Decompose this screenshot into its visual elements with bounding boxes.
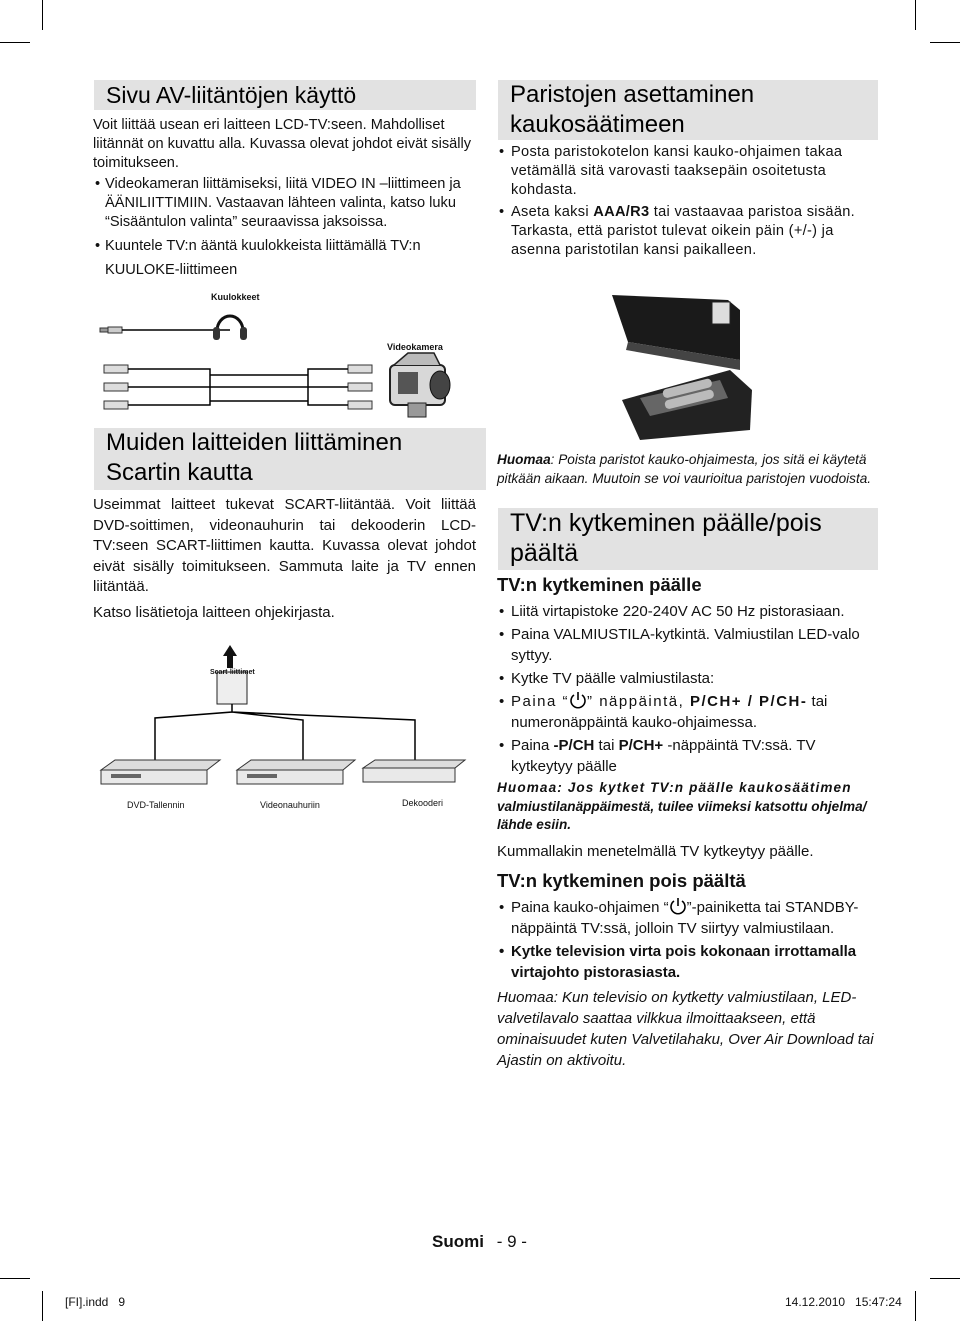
list-item [497,203,881,260]
scart-plug-icon [217,672,247,704]
bullet-text: Paina kauko-ohjaimen “ [511,898,669,916]
section-heading [498,508,878,570]
decoder-icon [363,760,465,782]
power-icon [669,897,687,915]
left-intro-block [93,116,476,282]
note-text: : Poista paristot kauko-ohjaimesta, jos sitä ei käytetä pitkään aikaan. Muutoin se voi vaurioitua paristojen vuodoista. [497,452,872,486]
note-label: Huomaa: Jos kytket TV:n päälle kaukosäätimen [497,780,852,795]
list-item [93,234,476,282]
note-label: Huomaa [497,452,551,467]
file-info: [FI].indd 9 [65,1295,126,1309]
crop-mark [930,42,960,43]
heading-line: Scartin kautta [106,459,253,486]
bullet-text: tai numeronäppäintä kauko-ohjaimessa. [511,693,828,731]
list-item [497,691,881,733]
list-item [497,897,881,939]
section-heading [94,80,476,110]
bullet-text: Paina VALMIUSTILA-kytkintä. Valmiustilan LED-valo syttyy. [511,626,860,664]
bullet-text: Kytke television virta pois kokonaan irrottamalla virtajohto pistorasiasta. [511,942,857,981]
footer-language: Suomi [432,1232,484,1251]
scart-paragraph: Useimmat laitteet tukevat SCART-liitäntää. Voit liittää DVD-soittimen, videonauhurin tai dekooderin LCD-TV:seen SCART-liittimen kautta. Kuvassa olevat johdot eivät sisälly toimitukseen. Sammuta laite ja TV ennen liitäntää. [93,496,476,596]
list-item [93,175,476,232]
battery-compartment-icon [622,370,752,440]
section-heading [94,428,486,490]
note-text: valmiustilanäppäimestä, tuilee viimeksi katsottu ohjelma/ lähde esiin. [497,798,867,832]
remote-battery-illustration [600,280,770,450]
headphone-plug-icon [100,327,122,333]
crop-mark [42,1291,43,1321]
timestamp: 14.12.2010 15:47:24 [785,1295,902,1309]
bullet-text: ” näppäintä, [587,693,690,710]
dvd-recorder-icon [101,760,220,784]
heading-text: Sivu AV-liitäntöjen käyttö [106,82,357,108]
vcr-icon [237,760,355,784]
both-methods-text: Kummallakin menetelmällä TV kytkeytyy päälle. [497,842,814,860]
crop-mark [915,0,916,30]
crop-mark [0,42,30,43]
heading-line: Muiden laitteiden liittäminen [106,429,403,456]
note [497,779,881,835]
scart-connection-diagram [95,640,475,800]
remote-back-icon [612,295,740,370]
arrow-up-icon [223,645,237,668]
list-item [497,601,881,622]
bullet-text: Liitä virtapistoke 220-240V AC 50 Hz pistorasiaan. [511,603,845,620]
bullet-text: tai vastaavaa paristoa sisään. Tarkasta, että paristot tulevat oikein päin (+/-) ja asenna paristotilan kansi paikalleen. [511,204,856,258]
bullet-text: Paina “ [511,693,570,710]
crop-mark [930,1278,960,1279]
bullet-text: Paina [511,737,554,754]
key-name: P/CH+ [618,737,664,754]
label-headphones: Kuulokkeet [211,292,260,302]
power-section [497,574,881,1071]
bullet-text: Posta paristokotelon kansi kauko-ohjaimen takaa vetämällä sitä varovasti taaksepäin osoitetusta kohdasta. [511,144,843,198]
subheading: TV:n kytkeminen päälle [497,574,702,595]
battery-instructions [497,143,881,260]
page-number: - 9 - [496,1232,527,1251]
label-scart: Scart-liittimet [210,669,255,676]
battery-type: AAA/R3 [593,204,650,220]
battery-note [497,450,881,488]
label-decoder: Dekooderi [402,798,444,808]
list-item [497,668,881,689]
bullet-text: Aseta kaksi [511,204,594,220]
heading-line: Paristojen asettaminen [510,81,755,108]
heading-line: päältä [510,539,579,567]
key-name: P/CH+ / P/CH- [689,693,808,710]
heading-line: TV:n kytkeminen päälle/pois [510,509,822,537]
list-item [497,735,881,777]
av-connection-diagram [90,285,470,425]
scart-more-text: Katso lisätietoja laitteen ohjekirjasta. [93,603,335,621]
crop-mark [915,1291,916,1321]
page-footer [432,1232,527,1252]
label-vcr: Videonauhuriin [260,800,320,810]
key-name: -P/CH [553,737,595,754]
power-icon [569,691,587,709]
scart-text-block [93,495,476,624]
bullet-text: ”-painiketta tai STANDBY-näppäintä TV:ssä, jolloin TV siirtyy valmiustilaan. [511,898,859,937]
bullet-text: Videokameran liittämiseksi, liitä VIDEO IN –liittimeen ja ÄÄNILIITTIMIIN. Vastaavan lähteen valinta, katso luku “Sisääntulon valinta” seuraavissa jaksoissa. [105,176,461,230]
list-item [497,143,881,200]
bullet-text: Kuuntele TV:n ääntä kuulokkeista liittämällä TV:n KUULOKE-liittimeen [105,238,421,278]
camcorder-icon [390,353,450,417]
bullet-text: Kytke TV päälle valmiustilasta: [511,670,715,687]
heading-line: kaukosäätimeen [510,111,685,138]
label-dvd: DVD-Tallennin [127,800,185,810]
bullet-text: tai [594,737,619,754]
bullet-text: -näppäintä TV:ssä. TV kytkeytyy päälle [511,737,816,775]
list-item [497,624,881,666]
list-item [497,941,881,983]
crop-mark [42,0,43,30]
section-heading [498,80,878,140]
headphones-icon [213,316,247,340]
intro-text: Voit liittää usean eri laitteen LCD-TV:seen. Mahdolliset liitännät on kuvattu alla. Kuvassa olevat johdot eivät sisälly toimitukseen. [93,117,472,171]
crop-mark [0,1278,30,1279]
subheading: TV:n kytkeminen pois päältä [497,869,746,891]
label-camcorder: Videokamera [387,342,443,352]
standby-note: Huomaa: Kun televisio on kytketty valmiustilaan, LED-valvetilavalo saattaa vilkkua ilmoittaakseen, että ominaisuudet kuten Valvetilahaku, Over Air Download tai Ajastin on aktivoitu. [497,988,874,1069]
